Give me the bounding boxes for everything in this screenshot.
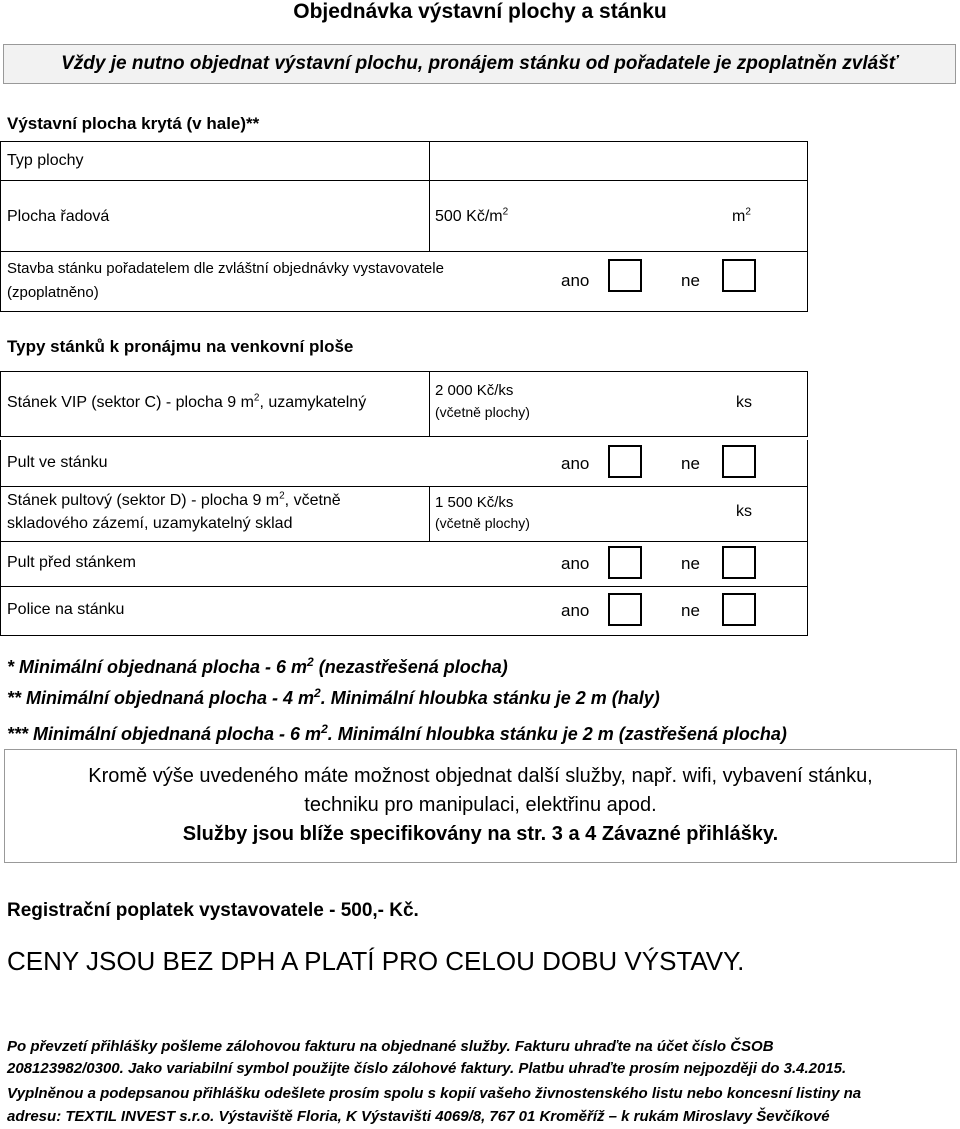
row-area-unit: $m^2$ xyxy=(732,206,751,225)
stand-build-row xyxy=(0,251,808,312)
counter-front-label: Pult před stánkem xyxy=(7,554,136,571)
shelf-label: Police na stánku xyxy=(7,601,125,618)
vip-stand-row[interactable] xyxy=(0,371,808,437)
footer-line-1: Po převzetí přihlášky pošleme zálohovou fakturu na objednané služby. Fakturu uhraďte na účet číslo ČSOB xyxy=(7,1038,774,1055)
stand-build-label-1: Stavba stánku pořadatelem dle zvláštní objednávky vystavovatele xyxy=(7,260,444,277)
vip-stand-unit: ks xyxy=(736,394,752,411)
services-line-2: techniku pro manipulaci, elektřinu apod. xyxy=(304,794,657,816)
counter-in-yes-label: ano xyxy=(561,454,590,473)
counter-in-stand-row xyxy=(0,440,808,487)
shelf-row xyxy=(0,586,808,636)
counter-in-yes-checkbox[interactable] xyxy=(608,445,642,478)
footer-line-4: adresu: TEXTIL INVEST s.r.o. Výstaviště Floria, K Výstavišti 4069/8, 767 01 Kroměříž – k rukám Miroslavy Ševčíkové xyxy=(7,1108,830,1125)
footer-line-3: Vyplněnou a podepsanou přihlášku odešlete prosím spolu s kopií vašeho živnostenského listu nebo koncesní listiny na xyxy=(7,1085,862,1102)
counter-front-no-label: ne xyxy=(681,554,700,573)
counter-in-no-label: ne xyxy=(681,454,700,473)
stand-build-no-checkbox[interactable] xyxy=(722,259,756,292)
stand-build-yes-label: ano xyxy=(561,271,590,290)
outdoor-section-heading: Typy stánků k pronájmu na venkovní ploše xyxy=(7,337,354,356)
note-2: ** Minimální objednaná plocha - 4 $m^2$. Minimální hloubka stánku je 2 m (haly) xyxy=(7,686,660,708)
desk-stand-label-1: Stánek pultový (sektor D) - plocha 9 $m^2$, včetně xyxy=(7,490,341,509)
stand-build-label-2: (zpoplatněno) xyxy=(7,284,99,301)
area-type-label: Typ plochy xyxy=(7,152,84,169)
vip-stand-price: 2 000 Kč/ks xyxy=(435,382,514,399)
registration-fee: Registrační poplatek vystavovatele - 500,- Kč. xyxy=(7,900,419,921)
counter-in-stand-label: Pult ve stánku xyxy=(7,454,108,471)
row-area-price: 500 $Kč/m^2$ xyxy=(435,206,509,225)
additional-services-box xyxy=(4,749,957,863)
page-title: Objednávka výstavní plochy a stánku xyxy=(293,0,667,23)
area-type-row xyxy=(0,141,808,181)
note-3: *** Minimální objednaná plocha - 6 $m^2$. Minimální hloubka stánku je 2 m (zastřešená plocha) xyxy=(7,722,787,744)
counter-front-yes-label: ano xyxy=(561,554,590,573)
desk-stand-row[interactable] xyxy=(0,486,808,542)
shelf-no-checkbox[interactable] xyxy=(722,593,756,626)
desk-stand-price: 1 500 Kč/ks xyxy=(435,494,514,511)
services-line-3: Služby jsou blíže specifikovány na str. 3 a 4 Závazné přihlášky. xyxy=(182,823,779,845)
row-area-label: Plocha řadová xyxy=(7,208,110,225)
shelf-yes-checkbox[interactable] xyxy=(608,593,642,626)
shelf-no-label: ne xyxy=(681,601,700,620)
shelf-yes-label: ano xyxy=(561,601,590,620)
vip-stand-price-note: (včetně plochy) xyxy=(435,404,530,420)
services-line-1: Kromě výše uvedeného máte možnost objednat další služby, např. wifi, vybavení stánku, xyxy=(88,765,873,787)
note-1: * Minimální objednaná plocha - 6 $m^2$ (nezastřešená plocha) xyxy=(7,655,508,677)
desk-stand-price-note: (včetně plochy) xyxy=(435,515,530,531)
counter-front-no-checkbox[interactable] xyxy=(722,546,756,579)
covered-section-heading: Výstavní plocha krytá (v hale)** xyxy=(7,114,260,133)
order-notice-banner: Vždy je nutno objednat výstavní plochu, pronájem stánku od pořadatele je zpoplatněn zvlášť xyxy=(3,44,956,84)
counter-in-no-checkbox[interactable] xyxy=(722,445,756,478)
counter-front-yes-checkbox[interactable] xyxy=(608,546,642,579)
desk-stand-label-2: skladového zázemí, uzamykatelný sklad xyxy=(7,515,293,532)
counter-front-row xyxy=(0,541,808,587)
footer-line-2: 208123982/0300. Jako variabilní symbol použijte číslo zálohové faktury. Platbu uhraďte prosím nejpozději do 3.4.2015. xyxy=(7,1060,847,1077)
desk-stand-unit: ks xyxy=(736,503,752,520)
prices-vat-note: CENY JSOU BEZ DPH A PLATÍ PRO CELOU DOBU VÝSTAVY. xyxy=(7,946,745,976)
vip-stand-label: Stánek VIP (sektor C) - plocha 9 $m^2$, uzamykatelný xyxy=(7,392,367,411)
stand-build-yes-checkbox[interactable] xyxy=(608,259,642,292)
row-area-row[interactable] xyxy=(0,180,808,252)
stand-build-no-label: ne xyxy=(681,271,700,290)
